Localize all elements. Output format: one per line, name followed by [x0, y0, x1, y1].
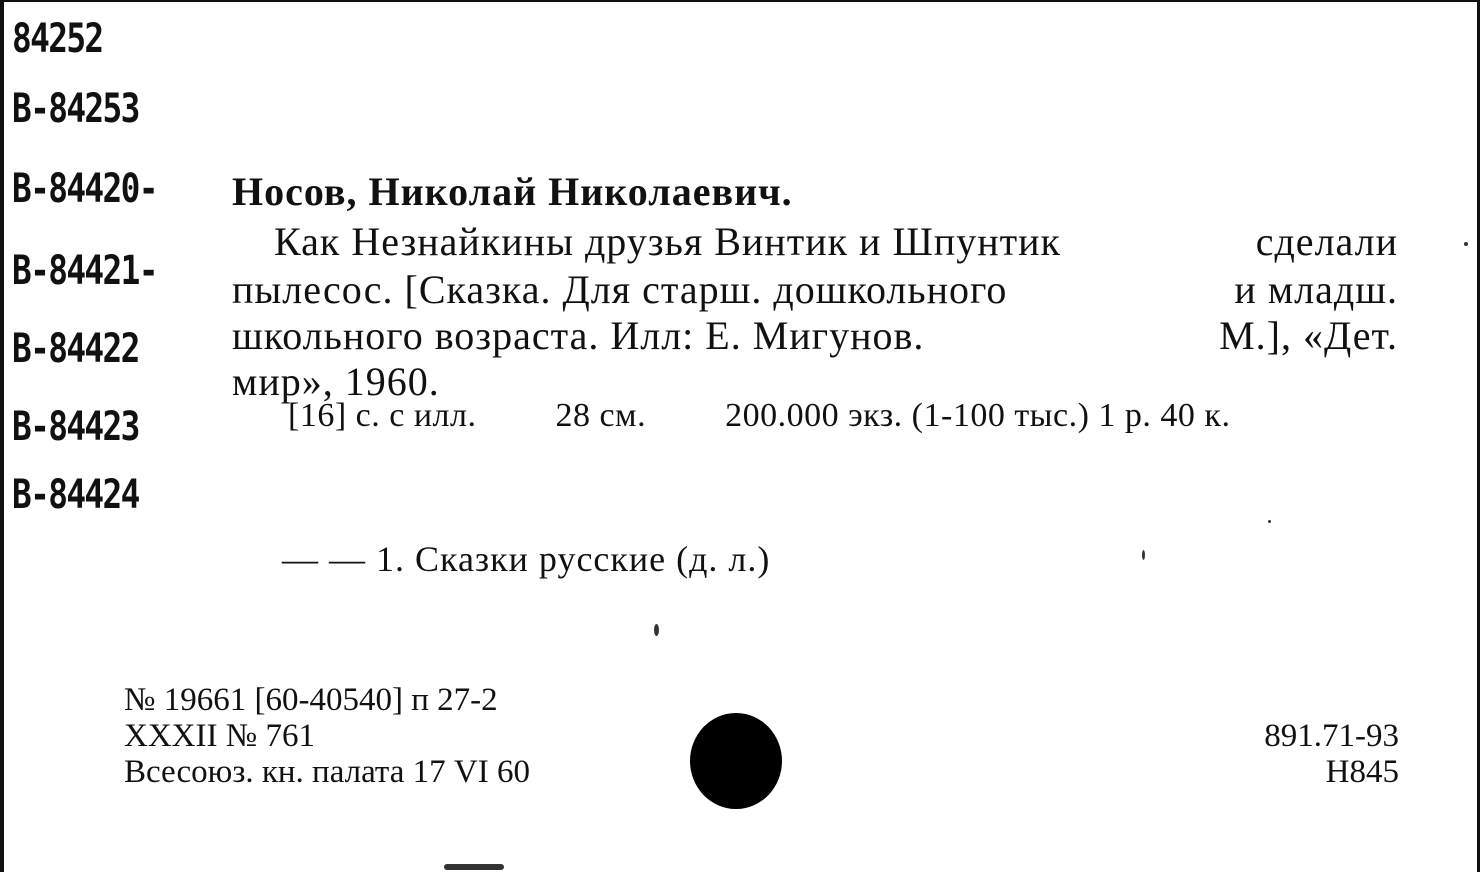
description-line-3 [232, 312, 1398, 359]
publisher-year: мир», 1960. [232, 359, 440, 404]
note-text: пылесос. [Сказка. Для старш. дошкольного [232, 267, 1008, 312]
call-number: B-84421- [12, 248, 157, 294]
registry-line-2: XXXII № 761 [124, 718, 315, 754]
registry-line-3: Всесоюз. кн. палата 17 VI 60 [124, 754, 530, 790]
scan-speck [1142, 550, 1145, 560]
title-text-end: сделали [1255, 219, 1398, 264]
classification-block [1264, 718, 1399, 790]
call-number: B-84422 [12, 326, 139, 372]
publisher-text: М.], «Дет. [1219, 313, 1398, 358]
card-punch-hole [690, 713, 782, 809]
size: 28 см. [555, 397, 647, 434]
registry-line-1: № 19661 [60-40540] п 27-2 [124, 682, 498, 718]
call-number: B-84420- [12, 166, 157, 212]
note-text-end: и младш. [1234, 267, 1398, 312]
author-mark: Н845 [1325, 754, 1399, 790]
scan-speck [1268, 520, 1271, 523]
collation-line [288, 397, 1230, 435]
subject-heading: — — 1. Сказки русские (д. л.) [282, 539, 771, 579]
call-number: B-84423 [12, 404, 139, 450]
scan-speck [444, 864, 504, 870]
call-number: B-84424 [12, 472, 139, 518]
illustrator-text: школьного возраста. Илл: Е. Мигунов. [232, 313, 925, 358]
description-line-1 [232, 218, 1398, 265]
scan-speck [1464, 242, 1468, 246]
edition-price: 200.000 экз. (1-100 тыс.) 1 р. 40 к. [725, 397, 1231, 434]
pages: [16] с. с илл. [288, 397, 477, 434]
author-heading: Носов, Николай Николаевич. [232, 169, 793, 214]
title-text: Как Незнайкины друзья Винтик и Шпунтик [274, 219, 1061, 264]
call-number: 84252 [12, 16, 103, 62]
description-line-2 [232, 266, 1398, 313]
call-number: B-84253 [12, 86, 139, 132]
registry-block [124, 682, 530, 790]
classification-code: 891.71-93 [1264, 718, 1399, 754]
scan-speck [654, 624, 659, 636]
